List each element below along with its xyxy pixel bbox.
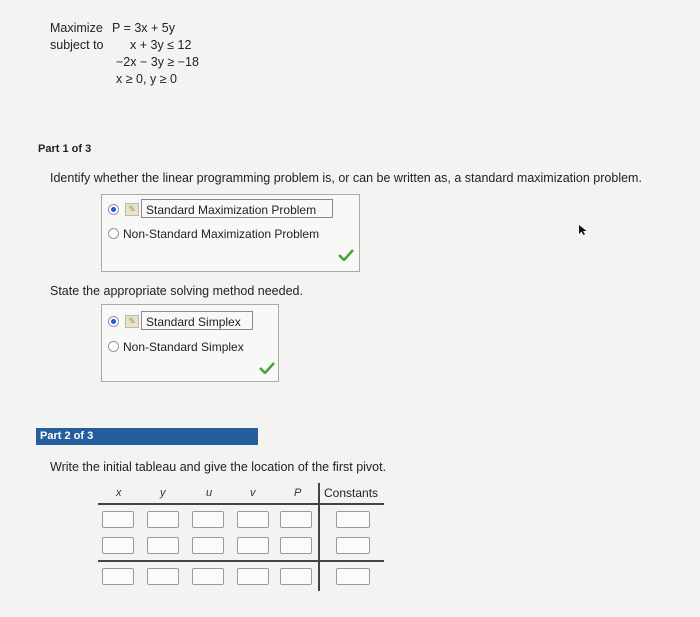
tableau-cell-r1-constant[interactable] [336,511,370,528]
option-non-standard-simplex[interactable]: Non-Standard Simplex [123,340,244,354]
constraint-nonneg: x ≥ 0, y ≥ 0 [116,72,177,86]
option-standard-maximization[interactable]: Standard Maximization Problem [146,203,317,217]
header-v: v [250,487,256,499]
radio-standard-maximization[interactable] [108,204,119,215]
question-2-text: State the appropriate solving method needed. [50,284,303,298]
tableau-cell-r2-v[interactable] [237,537,269,554]
tableau-cell-r2-constant[interactable] [336,537,370,554]
objective-function: P = 3x + 5y [112,21,176,35]
option-standard-simplex[interactable]: Standard Simplex [146,315,241,329]
tableau-cell-r1-x[interactable] [102,511,134,528]
part1-label: Part 1 of 3 [38,143,92,155]
question-1-options [101,194,360,272]
tableau-cell-r1-p[interactable] [280,511,312,528]
pencil-icon: ✎ [125,315,139,328]
tableau-cell-r3-constant[interactable] [336,568,370,585]
radio-standard-simplex[interactable] [108,316,119,327]
question-3-text: Write the initial tableau and give the location of the first pivot. [50,460,387,474]
tableau-cell-r3-y[interactable] [147,568,179,585]
tableau-cell-r1-u[interactable] [192,511,224,528]
header-p: P [294,487,302,499]
constraint-1: x + 3y ≤ 12 [130,38,192,52]
tableau-cell-r2-x[interactable] [102,537,134,554]
header-constants: Constants [324,486,379,500]
checkmark-icon [259,362,275,374]
header-y: y [160,487,166,499]
subject-to-label: subject to [50,38,104,52]
tableau-cell-r2-y[interactable] [147,537,179,554]
constraint-2: −2x − 3y ≥ −18 [116,55,199,69]
tableau-cell-r3-u[interactable] [192,568,224,585]
tableau-header-rule [98,503,384,505]
radio-non-standard-simplex[interactable] [108,341,119,352]
tableau-objective-rule [98,560,384,562]
mouse-cursor-icon [578,224,588,236]
header-u: u [206,487,213,499]
tableau-cell-r2-u[interactable] [192,537,224,554]
tableau-cell-r3-p[interactable] [280,568,312,585]
tableau-cell-r1-v[interactable] [237,511,269,528]
tableau-cell-r1-y[interactable] [147,511,179,528]
header-x: x [116,487,122,499]
radio-non-standard-maximization[interactable] [108,228,119,239]
maximize-label: Maximize [50,21,103,35]
tableau-divider [318,483,320,591]
option-non-standard-maximization[interactable]: Non-Standard Maximization Problem [123,227,320,241]
question-2-options [101,304,279,382]
checkmark-icon [338,249,354,261]
tableau-cell-r2-p[interactable] [280,537,312,554]
tableau-cell-r3-v[interactable] [237,568,269,585]
tableau-cell-r3-x[interactable] [102,568,134,585]
part2-header: Part 2 of 3 [36,428,258,445]
question-1-text: Identify whether the linear programming problem is, or can be written as, a standard maximization problem. [50,171,642,185]
pencil-icon: ✎ [125,203,139,216]
